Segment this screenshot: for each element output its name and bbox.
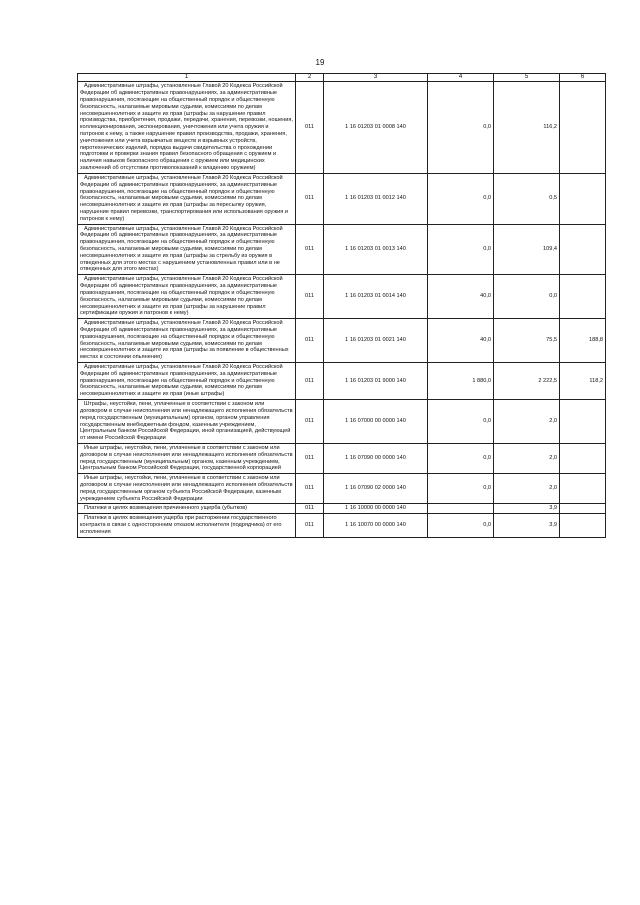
table-row <box>78 173 606 224</box>
administrator-code-cell: 011 <box>296 363 324 400</box>
amount-col4-cell: 0,0 <box>428 400 494 444</box>
budget-classification-code-cell: 1 16 07090 00 0000 140 <box>324 443 428 473</box>
amount-col4-cell: 0,0 <box>428 474 494 504</box>
column-header: 1 <box>78 74 296 82</box>
budget-classification-code-cell: 1 16 01203 01 0012 140 <box>324 173 428 224</box>
amount-col6-cell <box>560 443 606 473</box>
column-header: 5 <box>494 74 560 82</box>
amount-col5-cell: 3,9 <box>494 504 560 514</box>
table-row <box>78 275 606 319</box>
budget-classification-code-cell: 1 16 07090 02 0000 140 <box>324 474 428 504</box>
administrator-code-cell: 011 <box>296 275 324 319</box>
amount-col6-cell <box>560 224 606 275</box>
table-row <box>78 504 606 514</box>
amount-col5-cell: 2 222,5 <box>494 363 560 400</box>
amount-col6-cell <box>560 474 606 504</box>
amount-col4-cell: 0,0 <box>428 173 494 224</box>
amount-col4-cell: 0,0 <box>428 224 494 275</box>
amount-col5-cell: 0,5 <box>494 173 560 224</box>
revenue-name-cell: Административные штрафы, установленные Главой 20 Кодекса Российской Федерации об административных правонарушениях, за административные правонарушения, посягающие на общественный порядок и общественную безопасность, налагаемые мировыми судьями, комиссиями по делам несовершеннолетних и защите их прав (штрафы за пересылку оружия, нарушение правил перевозки, транспортирования или использования оружия и патронов к нему) <box>78 173 296 224</box>
amount-col4-cell: 0,0 <box>428 443 494 473</box>
column-header: 4 <box>428 74 494 82</box>
page-number: 19 <box>315 58 325 67</box>
amount-col5-cell: 116,2 <box>494 82 560 174</box>
budget-table <box>77 73 606 538</box>
amount-col5-cell: 75,5 <box>494 319 560 363</box>
budget-classification-code-cell: 1 16 07000 00 0000 140 <box>324 400 428 444</box>
column-header: 6 <box>560 74 606 82</box>
table-row <box>78 400 606 444</box>
amount-col6-cell <box>560 514 606 537</box>
amount-col4-cell: 0,0 <box>428 514 494 537</box>
amount-col6-cell <box>560 173 606 224</box>
amount-col4-cell: 40,0 <box>428 319 494 363</box>
amount-col5-cell: 0,0 <box>494 275 560 319</box>
administrator-code-cell: 011 <box>296 504 324 514</box>
amount-col6-cell: 188,8 <box>560 319 606 363</box>
administrator-code-cell: 011 <box>296 443 324 473</box>
table-row <box>78 443 606 473</box>
revenue-name-cell: Платежи в целях возмещения ущерба при расторжении государственного контракта в связи с односторонним отказом исполнителя (подрядчика) от его исполнения <box>78 514 296 537</box>
budget-classification-code-cell: 1 16 01203 01 0008 140 <box>324 82 428 174</box>
administrator-code-cell: 011 <box>296 319 324 363</box>
amount-col5-cell: 2,0 <box>494 400 560 444</box>
revenue-name-cell: Платежи в целях возмещения причиненного ущерба (убытков) <box>78 504 296 514</box>
budget-classification-code-cell: 1 16 01203 01 0014 140 <box>324 275 428 319</box>
column-header: 3 <box>324 74 428 82</box>
amount-col4-cell: 40,0 <box>428 275 494 319</box>
amount-col6-cell: 118,2 <box>560 363 606 400</box>
revenue-name-cell: Штрафы, неустойки, пени, уплаченные в соответствии с законом или договором в случае неисполнения или ненадлежащего исполнения обязательств перед государственным (муниципальным) органом, органом управления государственным внебюджетным фондом, казенным учреждением, Центральным банком Российской Федерации, иной организацией, действующей от имени Российской Федерации <box>78 400 296 444</box>
amount-col4-cell: 0,0 <box>428 82 494 174</box>
revenue-name-cell: Административные штрафы, установленные Главой 20 Кодекса Российской Федерации об административных правонарушениях, за административные правонарушения, посягающие на общественный порядок и общественную безопасность, налагаемые мировыми судьями, комиссиями по делам несовершеннолетних и защите их прав (штрафы за нарушение правил сертификации оружия и патронов к нему) <box>78 275 296 319</box>
budget-classification-code-cell: 1 16 01203 01 9000 140 <box>324 363 428 400</box>
revenue-name-cell: Административные штрафы, установленные Главой 20 Кодекса Российской Федерации об административных правонарушениях, за административные правонарушения, посягающие на общественный порядок и общественную безопасность, налагаемые мировыми судьями, комиссиями по делам несовершеннолетних и защите их прав (иные штрафы) <box>78 363 296 400</box>
revenue-name-cell: Административные штрафы, установленные Главой 20 Кодекса Российской Федерации об административных правонарушениях, за административные правонарушения, посягающие на общественный порядок и общественную безопасность, налагаемые мировыми судьями, комиссиями по делам несовершеннолетних и защите их прав (штрафы за нарушение правил производства, приобретения, продажи, передачи, хранения, перевозки, ношения, коллекционирования, экспонирования, уничтожения или учета оружия и патронов к нему, а также нарушение правил производства, продажи, хранения, уничтожения или учета взрывчатых веществ и взрывных устройств, пиротехнических изделий, порядка выдачи свидетельства о прохождении подготовки и проверки знания правил безопасного обращения с оружием и наличия навыков безопасного обращения с оружием или медицинских заключений об отсутствии противопоказаний к владению оружием) <box>78 82 296 174</box>
table-row <box>78 82 606 174</box>
amount-col5-cell: 2,0 <box>494 443 560 473</box>
administrator-code-cell: 011 <box>296 82 324 174</box>
amount-col6-cell <box>560 504 606 514</box>
administrator-code-cell: 011 <box>296 400 324 444</box>
table-header-row <box>78 74 606 82</box>
column-header: 2 <box>296 74 324 82</box>
administrator-code-cell: 011 <box>296 514 324 537</box>
amount-col6-cell <box>560 400 606 444</box>
administrator-code-cell: 011 <box>296 474 324 504</box>
revenue-name-cell: Иные штрафы, неустойки, пени, уплаченные в соответствии с законом или договором в случае неисполнения или ненадлежащего исполнения обязательств перед государственным органом субъекта Российской Федерации, казенным учреждением субъекта Российской Федерации <box>78 474 296 504</box>
amount-col5-cell: 3,9 <box>494 514 560 537</box>
amount-col6-cell <box>560 82 606 174</box>
table-row <box>78 514 606 537</box>
amount-col5-cell: 2,0 <box>494 474 560 504</box>
table-row <box>78 224 606 275</box>
budget-classification-code-cell: 1 16 01203 01 0021 140 <box>324 319 428 363</box>
revenue-name-cell: Административные штрафы, установленные Главой 20 Кодекса Российской Федерации об административных правонарушениях, за административные правонарушения, посягающие на общественный порядок и общественную безопасность, налагаемые мировыми судьями, комиссиями по делам несовершеннолетних и защите их прав (штрафы за стрельбу из оружия в отведенных для этого местах с нарушением установленных правил или в не отведенных для этого местах) <box>78 224 296 275</box>
table-row <box>78 319 606 363</box>
table-row <box>78 363 606 400</box>
administrator-code-cell: 011 <box>296 224 324 275</box>
budget-classification-code-cell: 1 16 10070 00 0000 140 <box>324 514 428 537</box>
amount-col5-cell: 109,4 <box>494 224 560 275</box>
administrator-code-cell: 011 <box>296 173 324 224</box>
budget-classification-code-cell: 1 16 01203 01 0013 140 <box>324 224 428 275</box>
amount-col4-cell <box>428 504 494 514</box>
amount-col4-cell: 1 880,0 <box>428 363 494 400</box>
budget-classification-code-cell: 1 16 10000 00 0000 140 <box>324 504 428 514</box>
revenue-name-cell: Административные штрафы, установленные Главой 20 Кодекса Российской Федерации об административных правонарушениях, за административные правонарушения, посягающие на общественный порядок и общественную безопасность, налагаемые мировыми судьями, комиссиями по делам несовершеннолетних и защите их прав (штрафы за появление в общественных местах в состоянии опьянения) <box>78 319 296 363</box>
table-row <box>78 474 606 504</box>
revenue-name-cell: Иные штрафы, неустойки, пени, уплаченные в соответствии с законом или договором в случае неисполнения или ненадлежащего исполнения обязательств перед государственным (муниципальным) органом, казенным учреждением, Центральным банком Российской Федерации, государственной корпорацией <box>78 443 296 473</box>
amount-col6-cell <box>560 275 606 319</box>
